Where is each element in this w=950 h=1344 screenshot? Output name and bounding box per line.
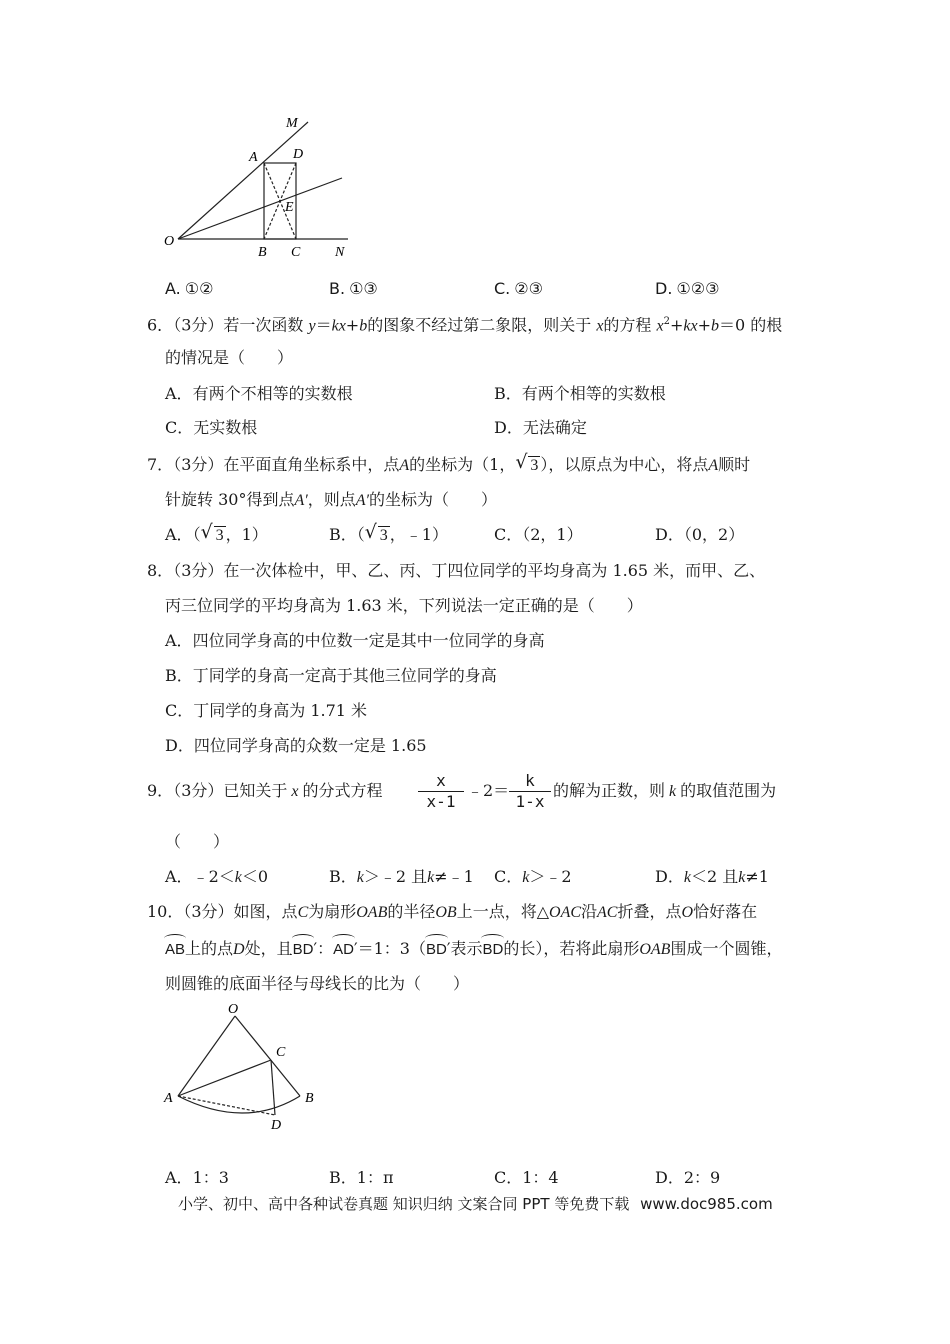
q9-option-b: B．k＞﹣2 且k≠﹣1 xyxy=(329,867,474,886)
q5-option-d: D. ①②③ xyxy=(655,279,720,298)
fig10-label-O: O xyxy=(228,1002,239,1017)
q10-stem-line3: 则圆锥的底面半径与母线长的比为（ ） xyxy=(165,974,470,993)
q6-option-c: C．无实数根 xyxy=(165,418,258,437)
fig10-label-D: D xyxy=(271,1118,282,1133)
q5-option-c: C. ②③ xyxy=(494,279,543,298)
q10-option-c: C．1：4 xyxy=(494,1168,559,1187)
figure-angle-rectangle xyxy=(150,105,370,265)
q7-stem-line1: 7．（3分）在平面直角坐标系中，点A的坐标为（1， √ 3 ），以原点为中心，将点A顺时 xyxy=(147,451,751,474)
q8-stem-line1: 8．（3分）在一次体检中，甲、乙、丙、丁四位同学的平均身高为 1.65 米，而甲、乙、 xyxy=(147,561,766,580)
q10-option-b: B．1：π xyxy=(329,1168,394,1187)
q6-stem-line1: 6．（3分）若一次函数 y＝kx+b的图象不经过第二象限，则关于 x的方程 $x^2+kx+b=0$ 的根 xyxy=(147,315,783,335)
q10-stem-line1: 10．（3分）如图，点C为扇形OAB的半径OB上一点，将△OAC沿AC折叠，点O恰好落在 xyxy=(147,902,758,921)
q6-option-d: D．无法确定 xyxy=(494,418,587,437)
label-N: N xyxy=(335,245,345,260)
q9-stem-b: 的解为正数，则 k 的取值范围为 xyxy=(553,781,777,800)
page-footer xyxy=(178,1193,773,1214)
q6-stem-line2: 的情况是（ ） xyxy=(165,348,294,367)
label-A: A xyxy=(249,150,258,165)
label-C: C xyxy=(291,245,301,260)
q6-option-b: B．有两个相等的实数根 xyxy=(494,384,666,403)
q10-option-a: A．1：3 xyxy=(165,1168,229,1187)
q5-option-a: A. ①② xyxy=(165,279,214,298)
q9-option-a: A．﹣2＜k＜0 xyxy=(165,867,269,886)
q10-option-d: D．2：9 xyxy=(655,1168,721,1187)
q9-option-c: C．k＞﹣2 xyxy=(494,867,572,886)
q5-option-b: B. ①③ xyxy=(329,279,378,298)
q6-option-a: A．有两个不相等的实数根 xyxy=(165,384,353,403)
label-D: D xyxy=(293,147,304,162)
q7-stem-line2: 针旋转 30°得到点A′，则点A′的坐标为（ ） xyxy=(165,490,498,509)
q9-fraction-1: x x-1 xyxy=(418,771,464,812)
q9-stem-a: 9．（3分）已知关于 x 的分式方程 xyxy=(147,781,383,800)
footer-text: 小学、初中、高中各种试卷真题 知识归纳 文案合同 PPT 等免费下载 xyxy=(178,1195,630,1213)
q8-option-d: D．四位同学身高的众数一定是 1.65 xyxy=(165,736,427,755)
q8-option-c: C．丁同学的身高为 1.71 米 xyxy=(165,701,368,720)
q8-stem-line2: 丙三位同学的平均身高为 1.63 米，下列说法一定正确的是（ ） xyxy=(165,596,643,615)
label-O: O xyxy=(164,234,175,249)
label-E: E xyxy=(285,200,294,215)
q9-fraction-2: k 1-x xyxy=(509,771,551,812)
figure-sector-fold xyxy=(155,998,330,1138)
q8-option-b: B．丁同学的身高一定高于其他三位同学的身高 xyxy=(165,666,497,685)
q7-option-b: B．（ √ 3 ，﹣1） xyxy=(329,521,448,544)
label-B: B xyxy=(258,245,267,260)
q8-option-a: A．四位同学身高的中位数一定是其中一位同学的身高 xyxy=(165,631,545,650)
q10-stem-line2: AB上的点D处，且BD′：AD′＝1：3（BD′表示BD的长），若将此扇形OAB围成一个圆锥， xyxy=(165,939,783,958)
fig10-label-B: B xyxy=(305,1091,314,1106)
label-M: M xyxy=(286,116,298,131)
q9-stem-line2: （ ） xyxy=(165,832,230,851)
q7-option-a: A．（ √ 3 ，1） xyxy=(165,521,268,544)
q7-option-d: D．（0，2） xyxy=(655,525,745,544)
q9-option-d: D．k＜2 且k≠1 xyxy=(655,867,769,886)
q7-option-c: C．（2，1） xyxy=(494,525,583,544)
fig10-label-A: A xyxy=(164,1091,173,1106)
fig10-label-C: C xyxy=(276,1045,286,1060)
footer-link[interactable]: www.doc985.com xyxy=(640,1195,773,1213)
q9-mid: ﹣2＝ xyxy=(467,781,510,800)
